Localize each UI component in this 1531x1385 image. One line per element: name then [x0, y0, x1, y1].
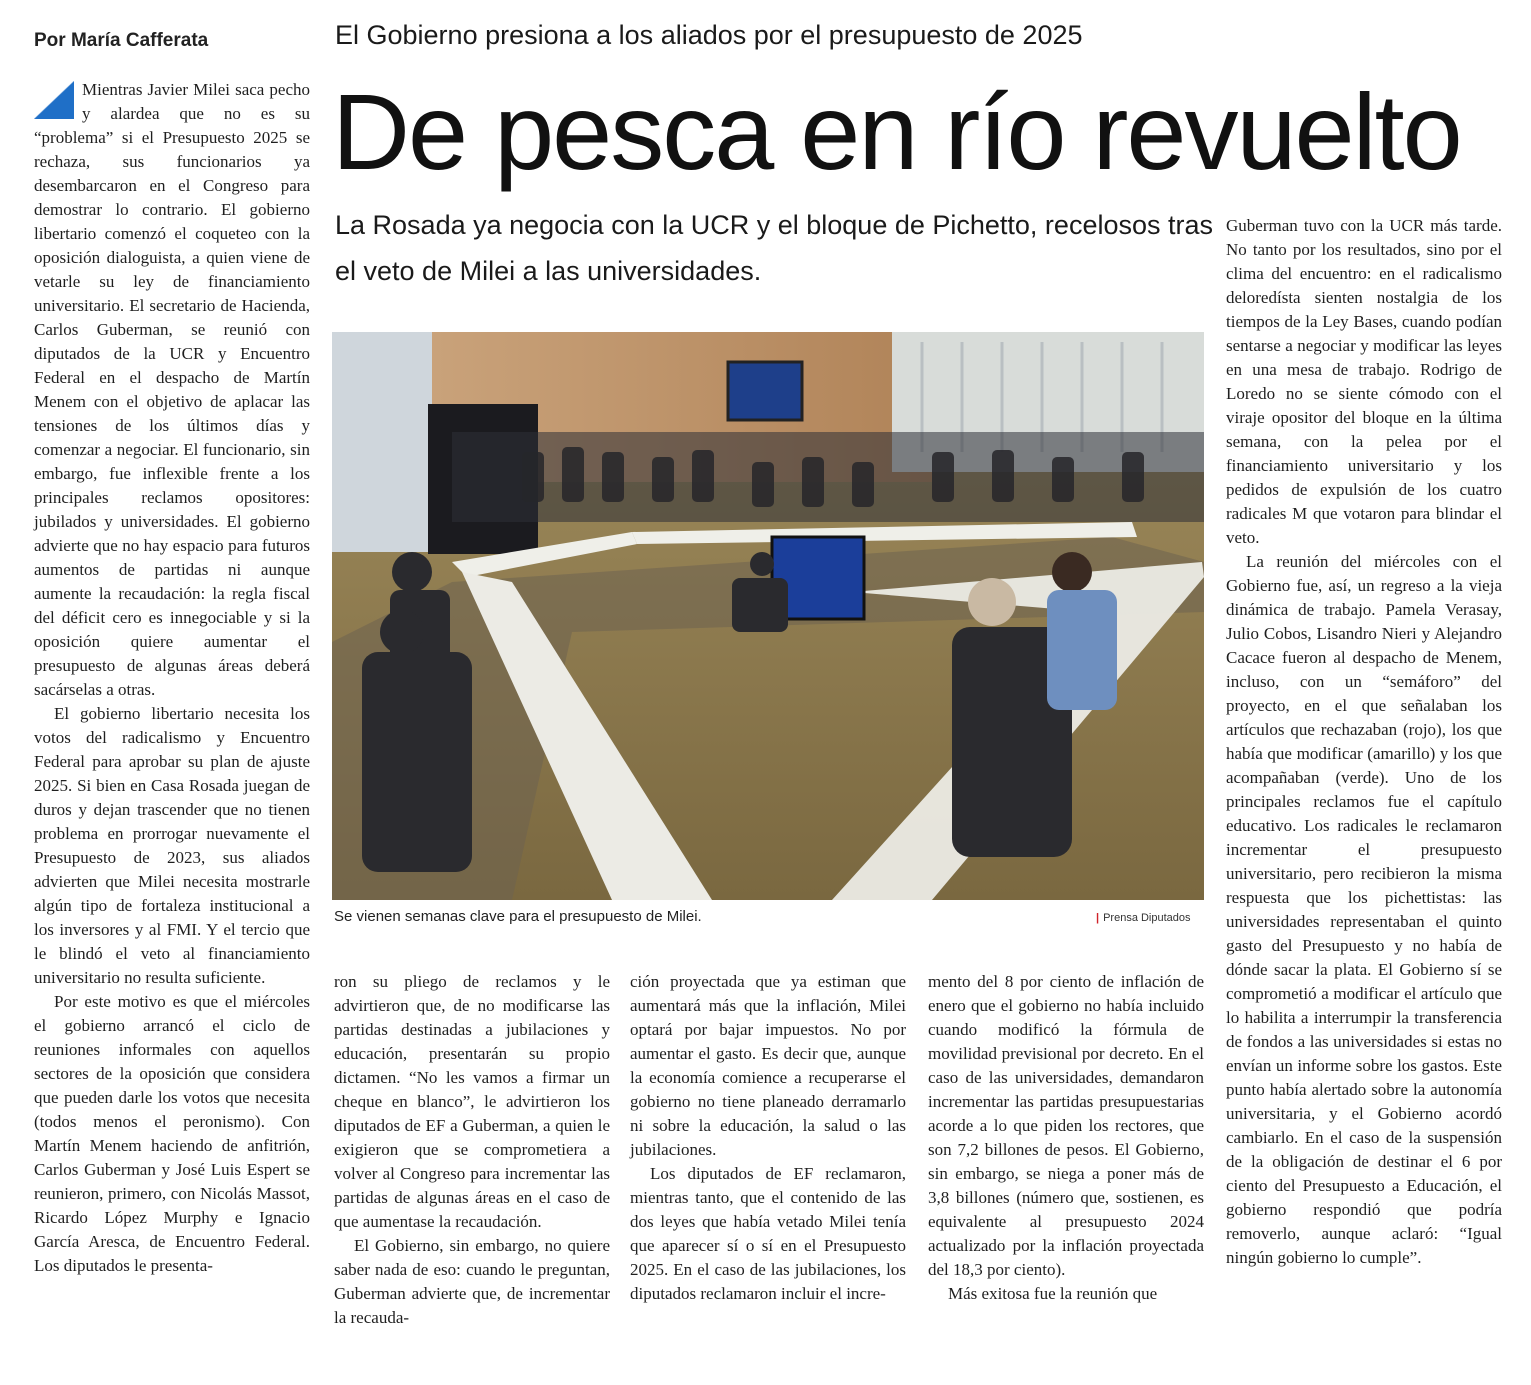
subhead: La Rosada ya negocia con la UCR y el bloque de Pichetto, recelosos tras el veto de Milei a las universidades.	[335, 210, 1214, 286]
photo-credit-text: Prensa Diputados	[1103, 912, 1191, 924]
article-column-1	[34, 78, 310, 1278]
paragraph: La reunión del miércoles con el Gobierno fue, así, un regreso a la vieja dinámica de trabajo. Pamela Verasay, Julio Cobos, Lisandro Nieri y Alejandro Cacace fueron al despacho de Menem, incluso, con un “semáforo” del proyecto, en el que señalaban los artículos que rechazaban (rojo), los que había que modificar (amarillo) y los que acompañaban (verde). Uno de los principales reclamos fue el capítulo educativo. Los radicales le reclamaron incrementar el presupuesto universitario, pero recibieron la misma respuesta que los pichettistas: las universidades representaban el quinto gasto del Presupuesto y no había de dónde sacar la plata. El Gobierno sí se comprometió a modificar el artículo que lo habilita a interrumpir la transferencia de fondos a las universidades si estas no envían un informe sobre los gastos. Este punto había alertado sobre la autonomía universitaria, y el Gobierno acordó cambiarlo. En el caso de la suspensión de la obligación de destinar el 6 por ciento del Presupuesto a Educación, el gobierno respondió que podría removerlo, aunque aclaró: “Igual ningún gobierno lo cumple”.	[1226, 552, 1502, 1267]
paragraph: Los diputados de EF reclamaron, mientras tanto, que el contenido de las dos leyes que había vetado Milei tenía que aparecer sí o sí en el Presupuesto 2025. En el caso de las jubilaciones, los diputados reclamaron incluir el incre-	[630, 1164, 906, 1303]
paragraph: ción proyectada que ya estiman que aumentará más que la inflación, Milei optará por bajar impuestos. No por aumentar el gasto. Es decir que, aunque la economía comience a recuperarse el gobierno no tiene planeado derramarlo ni sobre la educación, la salud o las jubilaciones.	[630, 972, 906, 1159]
paragraph: Más exitosa fue la reunión que	[948, 1284, 1158, 1303]
paragraph: El Gobierno, sin embargo, no quiere saber nada de eso: cuando le preguntan, Guberman advierte que, de incrementar la recauda-	[334, 1236, 610, 1327]
section-marker-icon	[34, 81, 74, 119]
article-column-5	[1226, 214, 1502, 1270]
article-column-3	[630, 970, 906, 1306]
article-column-2	[334, 970, 610, 1330]
photo-credit	[1096, 912, 1206, 924]
paragraph: Mientras Javier Milei saca pecho y alardea que no es su “problema” si el Presupuesto 2025 se rechaza, sus funcionarios ya desembarcaron en el Congreso para demostrar lo contrario. El gobierno libertario comenzó el coqueteo con la oposición dialoguista, a quien viene de vetarle su ley de financiamiento universitario. El secretario de Hacienda, Carlos Guberman, se reunió con diputados de la UCR y Encuentro Federal en el despacho de Martín Menem con el objetivo de aplacar las tensiones de los últimos días y comenzar a negociar. El funcionario, sin embargo, fue inflexible frente a los principales reclamos opositores: jubilados y universidades. El gobierno advierte que no hay espacio para futuros aumentos de partidas ni aunque aumente la recaudación: la regla fiscal del déficit cero es innegociable y si la oposición quiere aumentar el presupuesto de algunas áreas deberá sacárselas a otras.	[34, 80, 310, 699]
headline: De pesca en río revuelto	[332, 71, 1461, 192]
article-column-4	[928, 970, 1204, 1306]
paragraph: ron su pliego de reclamos y le advirtieron que, de no modificarse las partidas destinadas a jubilaciones y educación, presentarán su propio dictamen. “No les vamos a firmar un cheque en blanco”, le advirtieron los diputados de EF a Guberman, a quien le exigieron que se comprometiera a volver al Congreso para incrementar las partidas de algunas áreas en el caso de que aumentase la recaudación.	[334, 972, 610, 1231]
committee-meeting-photo	[332, 332, 1204, 900]
paragraph: Por este motivo es que el miércoles el gobierno arrancó el ciclo de reuniones informales con aquellos sectores de la oposición que considera que pueden darle los votos que necesita (todos menos el peronismo). Con Martín Menem haciendo de anfitrión, Carlos Guberman y José Luis Espert se reunieron, primero, con Nicolás Massot, Ricardo López Murphy e Ignacio García Aresca, de Encuentro Federal. Los diputados le presenta-	[34, 992, 310, 1275]
byline: Por María Cafferata	[34, 30, 209, 51]
kicker: El Gobierno presiona a los aliados por el presupuesto de 2025	[335, 20, 1083, 50]
paragraph: mento del 8 por ciento de inflación de enero que el gobierno no había incluido cuando modificó la fórmula de movilidad previsional por decreto. En el caso de las universidades, demandaron incrementar las partidas presupuestarias acorde a lo que piden los rectores, que son 7,2 billones de pesos. El Gobierno, sin embargo, se niega a poner más de 3,8 billones (número que, sostienen, es equivalente al presupuesto 2024 actualizado por la inflación proyectada del 18,3 por ciento).	[928, 972, 1204, 1279]
photo-caption: Se vienen semanas clave para el presupuesto de Milei.	[334, 908, 702, 925]
paragraph: Guberman tuvo con la UCR más tarde. No tanto por los resultados, sino por el clima del encuentro: en el radicalismo deloredísta sienten nostalgia de los tiempos de la Ley Bases, cuando podían sentarse a negociar y modificar las leyes en una mesa de trabajo. Rodrigo de Loredo no se siente cómodo con el viraje opositor del bloque en la última semana, con la pelea por el financiamiento universitario y los pedidos de expulsión de los cuatro radicales M que votaron para blindar el veto.	[1226, 216, 1502, 547]
article-photo	[332, 332, 1204, 900]
credit-bar-icon: |	[1096, 912, 1100, 924]
paragraph: El gobierno libertario necesita los votos del radicalismo y Encuentro Federal para aprobar su plan de ajuste 2025. Si bien en Casa Rosada juegan de duros y dejan trascender que no tienen problema en prorrogar nuevamente el Presupuesto de 2023, sus aliados advierten que Milei necesita mostrarle algún tipo de fortaleza institucional a los inversores y al FMI. Y el tercio que le blindó el veto al financiamiento universitario no resulta suficiente.	[34, 704, 310, 987]
